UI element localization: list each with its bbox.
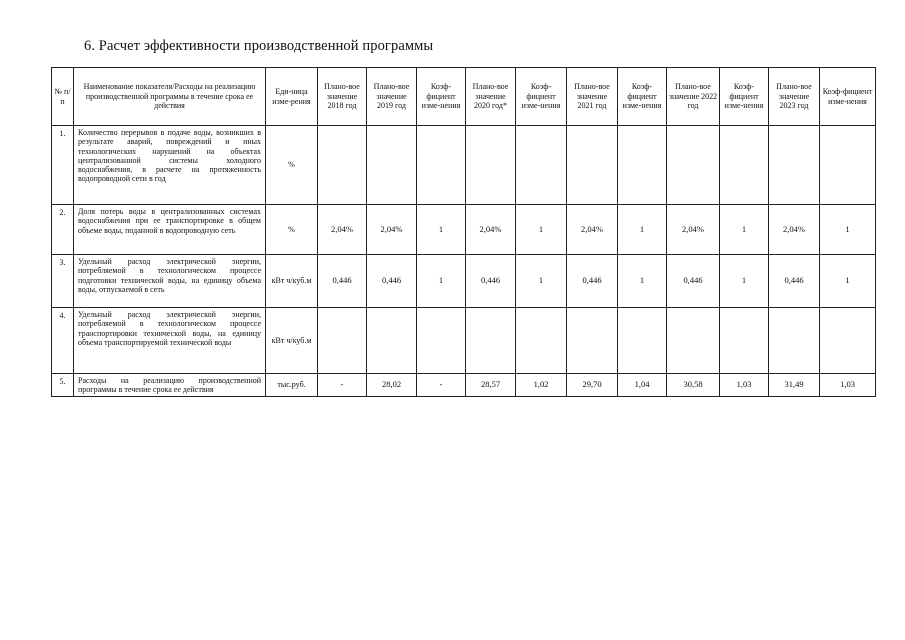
cell-plan-2020: 28,57	[466, 374, 516, 397]
efficiency-table	[51, 67, 876, 397]
cell-coef-4	[720, 308, 769, 374]
cell-coef-1: -	[417, 374, 466, 397]
cell-coef-2: 1,02	[516, 374, 567, 397]
row-number: 5.	[52, 374, 74, 397]
cell-plan-2022	[667, 308, 720, 374]
header-unit: Еди-ница изме-рения	[266, 68, 318, 126]
cell-plan-2022: 30,58	[667, 374, 720, 397]
row-unit: тыс.руб.	[266, 374, 318, 397]
cell-plan-2018: -	[318, 374, 367, 397]
cell-coef-2	[516, 126, 567, 205]
cell-plan-2018	[318, 308, 367, 374]
cell-plan-2018	[318, 126, 367, 205]
cell-coef-1	[417, 308, 466, 374]
header-coef-5: Коэф-фициент изме-нения	[820, 68, 876, 126]
cell-plan-2022: 2,04%	[667, 205, 720, 255]
header-name: Наименование показателя/Расходы на реализацию производственной программы в течение срока ее действия	[74, 68, 266, 126]
cell-plan-2018: 2,04%	[318, 205, 367, 255]
cell-plan-2019: 2,04%	[367, 205, 417, 255]
cell-coef-1	[417, 126, 466, 205]
cell-coef-2: 1	[516, 255, 567, 308]
row-number: 3.	[52, 255, 74, 308]
cell-plan-2019	[367, 308, 417, 374]
cell-plan-2019: 0,446	[367, 255, 417, 308]
cell-coef-3	[618, 308, 667, 374]
cell-coef-5	[820, 308, 876, 374]
cell-plan-2023: 0,446	[769, 255, 820, 308]
row-name: Удельный расход электрической энергии, потребляемой в технологическом процессе подготовки технической воды, на единицу объема воды, отпускаемой в сеть	[74, 255, 266, 308]
cell-coef-4: 1	[720, 205, 769, 255]
table-row	[52, 205, 876, 255]
cell-coef-4	[720, 126, 769, 205]
header-plan-2021: Плано-вое значение 2021 год	[567, 68, 618, 126]
cell-plan-2020	[466, 126, 516, 205]
cell-plan-2021	[567, 126, 618, 205]
cell-coef-4: 1,03	[720, 374, 769, 397]
section-title: 6. Расчет эффективности производственной программы	[84, 38, 434, 54]
cell-coef-3: 1	[618, 205, 667, 255]
header-coef-2: Коэф-фициент изме-нения	[516, 68, 567, 126]
header-no: № п/п	[52, 68, 74, 126]
cell-plan-2023	[769, 308, 820, 374]
header-plan-2020: Плано-вое значение 2020 год*	[466, 68, 516, 126]
cell-coef-5: 1	[820, 205, 876, 255]
header-plan-2019: Плано-вое значение 2019 год	[367, 68, 417, 126]
cell-plan-2021: 2,04%	[567, 205, 618, 255]
header-plan-2018: Плано-вое значение 2018 год	[318, 68, 367, 126]
row-name: Количество перерывов в подаче воды, возникших в результате аварий, повреждений и иных технологических нарушений на объектах централизованной системы холодного водоснабжения, в расчете на протяженность водопроводной сети в год	[74, 126, 266, 205]
cell-plan-2023	[769, 126, 820, 205]
row-name: Доля потерь воды в централизованных системах водоснабжения при ее транспортировке в общем объеме воды, поданной в водопроводную сеть	[74, 205, 266, 255]
row-unit: %	[266, 126, 318, 205]
cell-coef-1: 1	[417, 255, 466, 308]
row-number: 2.	[52, 205, 74, 255]
row-name: Удельный расход электрической энергии, потребляемой в технологическом процессе транспортировки технической воды, на единицу объема транспортируемой технической воды	[74, 308, 266, 374]
cell-coef-3: 1	[618, 255, 667, 308]
cell-plan-2023: 31,49	[769, 374, 820, 397]
row-unit: кВт ч/куб.м	[266, 255, 318, 308]
cell-plan-2019	[367, 126, 417, 205]
table-row	[52, 255, 876, 308]
cell-plan-2021: 29,70	[567, 374, 618, 397]
cell-coef-3: 1,04	[618, 374, 667, 397]
cell-plan-2020	[466, 308, 516, 374]
header-coef-4: Коэф-фициент изме-нения	[720, 68, 769, 126]
cell-coef-2: 1	[516, 205, 567, 255]
cell-plan-2019: 28,02	[367, 374, 417, 397]
cell-plan-2020: 0,446	[466, 255, 516, 308]
cell-plan-2022	[667, 126, 720, 205]
row-name: Расходы на реализацию производственной программы в течение срока ее действия	[74, 374, 266, 397]
cell-coef-5	[820, 126, 876, 205]
table-row	[52, 126, 876, 205]
header-plan-2023: Плано-вое значение 2023 год	[769, 68, 820, 126]
cell-coef-1: 1	[417, 205, 466, 255]
header-coef-1: Коэф-фициент изме-нения	[417, 68, 466, 126]
cell-coef-5: 1,03	[820, 374, 876, 397]
header-row	[52, 68, 876, 126]
cell-coef-5: 1	[820, 255, 876, 308]
row-unit: %	[266, 205, 318, 255]
cell-plan-2020: 2,04%	[466, 205, 516, 255]
table-row	[52, 374, 876, 397]
cell-plan-2023: 2,04%	[769, 205, 820, 255]
row-unit: кВт ч/куб.м	[266, 308, 318, 374]
row-number: 1.	[52, 126, 74, 205]
cell-coef-4: 1	[720, 255, 769, 308]
row-number: 4.	[52, 308, 74, 374]
cell-coef-2	[516, 308, 567, 374]
cell-plan-2021: 0,446	[567, 255, 618, 308]
cell-plan-2022: 0,446	[667, 255, 720, 308]
table-row	[52, 308, 876, 374]
cell-plan-2018: 0,446	[318, 255, 367, 308]
header-plan-2022: Плано-вое значение 2022 год	[667, 68, 720, 126]
header-coef-3: Коэф-фициент изме-нения	[618, 68, 667, 126]
cell-plan-2021	[567, 308, 618, 374]
cell-coef-3	[618, 126, 667, 205]
